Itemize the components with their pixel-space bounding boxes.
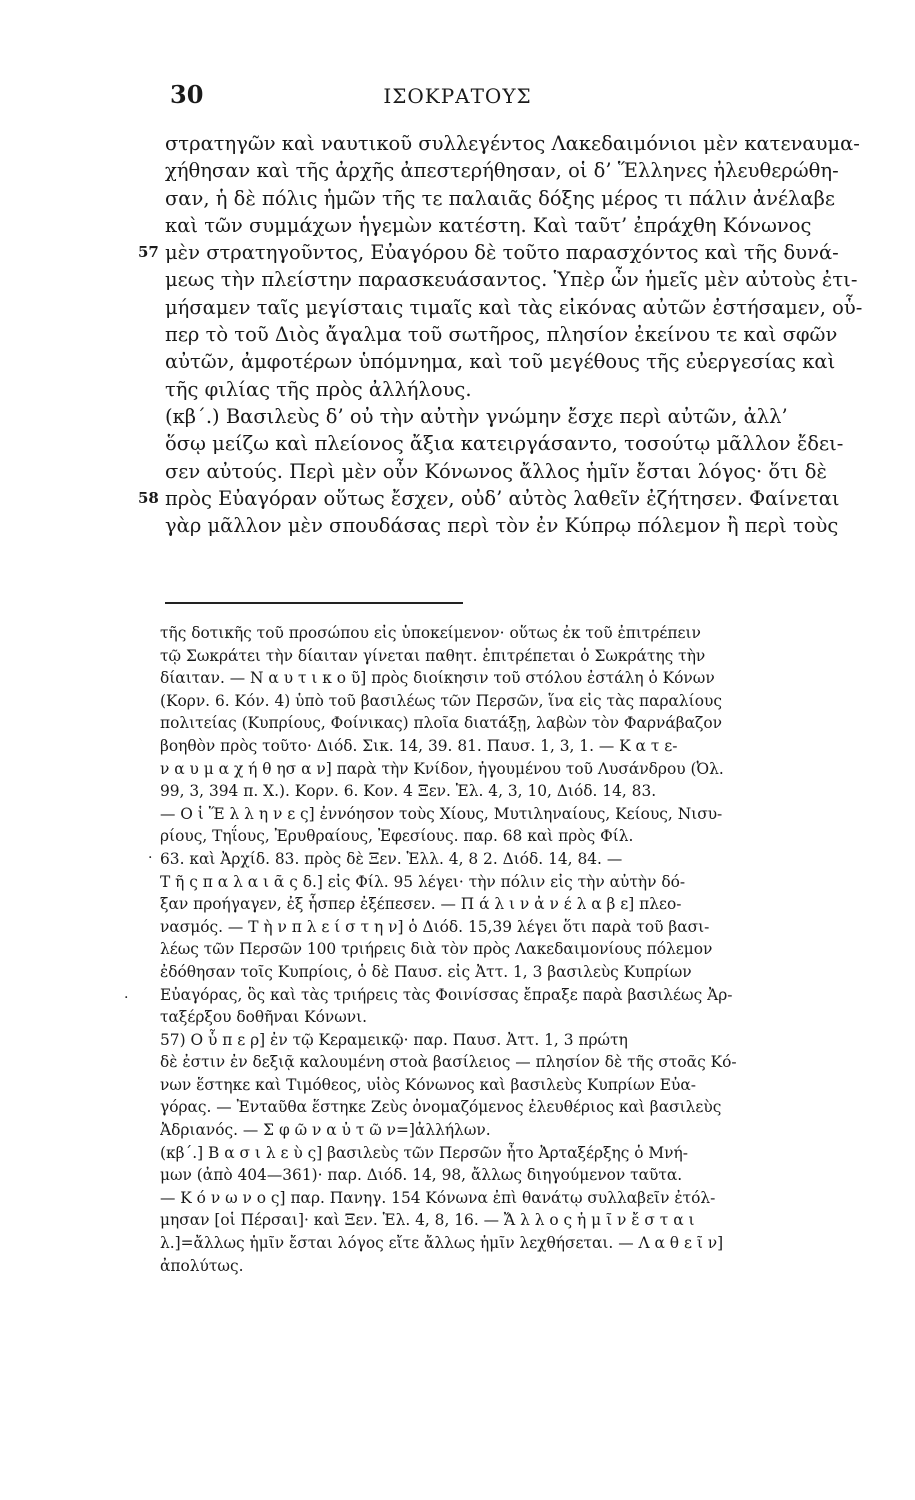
footnote-line: ξαν προήγαγεν, ἐξ ἧσπερ ἐξέπεσεν. — Π ά λ ι ν ἀ ν έ λ α β ε] πλεο- — [160, 895, 682, 914]
line-text: σεν αὐτούς. Περὶ μὲν οὖν Κόνωνος ἄλλος ἡμῖν ἔσται λόγος· ὅτι δὲ — [165, 459, 827, 483]
line-text: μήσαμεν ταῖς μεγίσταις τιμαῖς καὶ τὰς εἰκόνας αὐτῶν ἐστήσαμεν, οὗ- — [165, 295, 863, 319]
footnote-line: δίαιταν. — Ν α υ τ ι κ ο ῦ] πρὸς διοίκησιν τοῦ στόλου ἐστάλη ὁ Κόνων — [160, 669, 715, 688]
line-text: μὲν στρατηγοῦντος, Εὐαγόρου δὲ τοῦτο παρασχόντος καὶ τῆς δυνά- — [165, 241, 839, 265]
text-line — [138, 157, 898, 184]
line-text: γὰρ μᾶλλον μὲν σπουδάσας περὶ τὸν ἐν Κύπρῳ πόλεμον ἢ περὶ τοὺς — [165, 514, 839, 538]
footnote-line: 99, 3, 394 π. Χ.). Κορν. 6. Κον. 4 Ξεν. Ἑλ. 4, 3, 10, Διόδ. 14, 83. — [160, 782, 657, 801]
line-text: καὶ τῶν συμμάχων ἡγεμὼν κατέστη. Καὶ ταῦτ’ ἐπράχθη Κόνωνος — [165, 213, 812, 237]
running-title: ΙΣΟΚΡΑΤΟΥΣ — [383, 84, 532, 108]
footnote-line: γόρας. — Ἐνταῦθα ἕστηκε Ζεὺς ὀνομαζόμενος ἐλευθέριος καὶ βασιλεὺς — [160, 1098, 722, 1117]
page-header — [0, 80, 915, 110]
footnote-line: Ἀδριανός. — Σ φ ῶ ν α ὐ τ ῶ ν=]ἀλλήλων. — [160, 1121, 491, 1140]
line-text: τῆς φιλίας τῆς πρὸς ἀλλήλους. — [165, 377, 472, 401]
footnote-line: — Ο ἱ Ἕ λ λ η ν ε ς] ἐννόησον τοὺς Χίους, Μυτιληναίους, Κείους, Νισυ- — [160, 804, 723, 823]
text-line — [138, 266, 898, 293]
footnote-line: 57) Ο ὗ π ε ρ] ἐν τῷ Κεραμεικῷ· παρ. Παυσ. Ἀττ. 1, 3 πρώτη — [160, 1030, 628, 1049]
text-line — [138, 130, 898, 157]
footnote-line: τῆς δοτικῆς τοῦ προσώπου εἰς ὑποκείμενον· οὕτως ἐκ τοῦ ἐπιτρέπειν — [160, 624, 701, 642]
line-text: περ τὸ τοῦ Διὸς ἄγαλμα τοῦ σωτῆρος, πλησίον ἐκείνου τε καὶ σφῶν — [165, 323, 838, 347]
footnote-line: (κβ΄.] Β α σ ι λ ε ὺ ς] βασιλεὺς τῶν Περσῶν ἦτο Ἀρταξέρξης ὁ Μνή- — [160, 1143, 688, 1162]
footnote-line: ταξέρξου δοθῆναι Κόνωνι. — [160, 1008, 368, 1027]
line-text: ὅσῳ μείζω καὶ πλείονος ἄξια κατειργάσαντο, τοσούτῳ μᾶλλον ἔδει- — [165, 432, 844, 456]
footnote-line: (Κορν. 6. Κόν. 4) ὑπὸ τοῦ βασιλέως τῶν Περσῶν, ἵνα εἰς τὰς παραλίους — [160, 691, 722, 710]
text-line — [138, 212, 898, 239]
page-number: 30 — [170, 80, 204, 109]
footnote-line: πολιτείας (Κυπρίους, Φοίνικας) πλοῖα διατάξῃ, λαβὼν τὸν Φαρνάβαζον — [160, 714, 722, 733]
footnote-line: λέως τῶν Περσῶν 100 τριήρεις διὰ τὸν πρὸς Λακεδαιμονίους πόλεμον — [160, 940, 713, 959]
footnote-line: ἐδόθησαν τοῖς Κυπρίοις, ὁ δὲ Παυσ. εἰς Ἀττ. 1, 3 βασιλεὺς Κυπρίων — [160, 962, 692, 981]
text-line — [138, 321, 898, 348]
text-line — [138, 458, 898, 485]
text-line — [138, 485, 898, 512]
text-line — [138, 348, 898, 375]
line-text: σαν, ἡ δὲ πόλις ἡμῶν τῆς τε παλαιᾶς δόξης μέρος τι πάλιν ἀνέλαβε — [165, 186, 835, 210]
footnote-line: ρίους, Τηΐους, Ἐρυθραίους, Ἐφεσίους. παρ. 68 καὶ πρὸς Φίλ. — [160, 827, 634, 846]
line-text: (κβ΄.) Βασιλεὺς δ’ οὐ τὴν αὐτὴν γνώμην ἔσχε περὶ αὐτῶν, ἀλλ’ — [165, 404, 788, 428]
text-line — [138, 403, 898, 430]
line-text: πρὸς Εὐαγόραν οὕτως ἔσχεν, οὐδ’ αὐτὸς λαθεῖν ἐζήτησεν. Φαίνεται — [165, 486, 840, 510]
footnote-line: ἀπολύτως. — [160, 1256, 244, 1275]
footnote-separator — [165, 602, 463, 604]
footnote-line: μων (ἀπὸ 404—361)· παρ. Διόδ. 14, 98, ἄλλως διηγούμενον ταῦτα. — [160, 1166, 683, 1185]
text-line — [138, 376, 898, 403]
line-text: αὐτῶν, ἀμφοτέρων ὑπόμνημα, καὶ τοῦ μεγέθους τῆς εὐεργεσίας καὶ — [165, 350, 836, 374]
section-number: 57 — [138, 243, 159, 262]
section-number: 58 — [138, 488, 159, 507]
footnote-line: Εὐαγόρας, ὃς καὶ τὰς τριήρεις τὰς Φοινίσσας ἔπραξε παρὰ βασιλέως Ἀρ- — [160, 985, 733, 1004]
footnote-line: βοηθὸν πρὸς τοῦτο· Διόδ. Σικ. 14, 39. 81. Παυσ. 1, 3, 1. — Κ α τ ε- — [160, 736, 678, 755]
footnote-line: Τ ῆ ς π α λ α ι ᾶ ς δ.] εἰς Φίλ. 95 λέγει· τὴν πόλιν εἰς τὴν αὐτὴν δό- — [160, 872, 686, 891]
footnotes — [160, 622, 890, 1277]
text-line — [138, 512, 898, 539]
text-line — [138, 294, 898, 321]
footnote-line: ν α υ μ α χ ή θ ησ α ν] παρὰ τὴν Κνίδον, ἡγουμένου τοῦ Λυσάνδρου (Ὀλ. — [160, 759, 724, 778]
footnote-line: μησαν [οἱ Πέρσαι]· καὶ Ξεν. Ἑλ. 4, 8, 16. — Ἄ λ λ ο ς ἡ μ ῖ ν ἔ σ τ α ι — [160, 1211, 695, 1230]
text-line — [138, 430, 898, 457]
footnote-line: νων ἕστηκε καὶ Τιμόθεος, υἱὸς Κόνωνος καὶ βασιλεὺς Κυπρίων Εὐα- — [160, 1075, 696, 1094]
text-line — [138, 239, 898, 266]
line-text: μεως τὴν πλείστην παρασκευάσαντος. Ὑπὲρ ὧν ἡμεῖς μὲν αὐτοὺς ἐτι- — [165, 268, 858, 292]
footnote-line: λ.]=ἄλλως ἡμῖν ἔσται λόγος εἴτε ἄλλως ἡμῖν λεχθήσεται. — Λ α θ ε ῖ ν] — [160, 1234, 724, 1253]
footnote-line: — Κ ό ν ω ν ο ς] παρ. Πανηγ. 154 Κόνωνα ἐπὶ θανάτῳ συλλαβεῖν ἐτόλ- — [160, 1188, 716, 1207]
footnote-line: νασμός. — Τ ὴ ν π λ ε ί σ τ η ν] ὁ Διόδ. 15,39 λέγει ὅτι παρὰ τοῦ βασι- — [160, 917, 710, 936]
footnote-line: 63. καὶ Ἀρχίδ. 83. πρὸς δὲ Ξεν. Ἑλλ. 4, 8 2. Διόδ. 14, 84. — — [160, 849, 623, 868]
footnote-line: δὲ ἐστιν ἐν δεξιᾷ καλουμένη στοὰ βασίλειος — πλησίον δὲ τῆς στοᾶς Κό- — [160, 1053, 737, 1072]
footnote-line: τῷ Σωκράτει τὴν δίαιταν γίνεται παθητ. ἐπιτρέπεται ὁ Σωκράτης τὴν — [160, 646, 706, 665]
line-text: χήθησαν καὶ τῆς ἀρχῆς ἀπεστερήθησαν, οἱ δ’ Ἕλληνες ἠλευθερώθη- — [165, 159, 839, 183]
main-text — [138, 130, 898, 539]
line-text: στρατηγῶν καὶ ναυτικοῦ συλλεγέντος Λακεδαιμόνιοι μὲν κατεναυμα- — [165, 132, 860, 155]
text-line — [138, 185, 898, 212]
margin-dot: . — [124, 986, 129, 1002]
margin-dot: . — [148, 846, 153, 862]
